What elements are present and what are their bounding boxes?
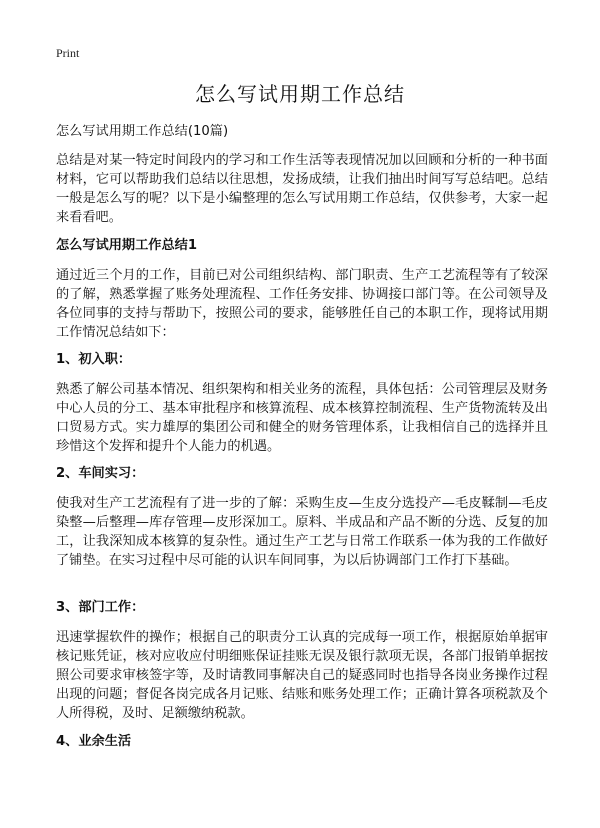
item4-heading: 4、业余生活: [56, 734, 132, 749]
item2-paragraph: 使我对生产工艺流程有了进一步的了解：采购生皮—生皮分选投产—毛皮鞣制—毛皮染整—后整理—库存管理—皮形深加工。原料、半成品和产品不断的分选、反复的加工，让我深知成本核算的复杂性。通过生产工艺与日常工作联系一体为我的工作做好了铺垫。在实习过程中尽可能的认识车间同事，为以后协调部门工作打下基础。: [56, 496, 548, 568]
document-subtitle: 怎么写试用期工作总结(10篇): [56, 124, 229, 139]
item1-heading: 1、初入职：: [56, 352, 132, 367]
item3-heading: 3、部门工作：: [56, 600, 145, 615]
section1-heading: 怎么写试用期工作总结1: [56, 238, 198, 253]
item1-paragraph: 熟悉了解公司基本情况、组织架构和相关业务的流程，具体包括：公司管理层及财务中心人员的分工、基本审批程序和核算流程、成本核算控制流程、生产货物流转及出口贸易方式。实力雄厚的集团公司和健全的财务管理体系，让我相信自己的选择并且珍惜这个发挥和提升个人能力的机遇。: [56, 382, 548, 454]
intro-paragraph: 总结是对某一特定时间段内的学习和工作生活等表现情况加以回顾和分析的一种书面材料，它可以帮助我们总结以往思想，发扬成绩，让我们抽出时间写写总结吧。总结一般是怎么写的呢？以下是小编整理的怎么写试用期工作总结，仅供参考，大家一起来看看吧。: [56, 153, 548, 225]
page-title: 怎么写试用期工作总结: [195, 82, 405, 106]
item3-paragraph: 迅速掌握软件的操作；根据自己的职责分工认真的完成每一项工作，根据原始单据审核记账凭证，核对应收应付明细账保证挂账无误及银行款项无误，各部门报销单据按照公司要求审核签字等，及时请教同事解决自己的疑惑同时也指导各岗业务操作过程出现的问题；督促各岗完成各月记账、结账和账务处理工作；正确计算各项税款及个人所得税，及时、足额缴纳税款。: [56, 630, 548, 721]
print-label[interactable]: Print: [56, 46, 80, 60]
item2-heading: 2、车间实习：: [56, 466, 145, 481]
section1-intro-paragraph: 通过近三个月的工作，目前已对公司组织结构、部门职责、生产工艺流程等有了较深的了解，熟悉掌握了账务处理流程、工作任务安排、协调接口部门等。在公司领导及各位同事的支持与帮助下，按照公司的要求，能够胜任自己的本职工作，现将试用期工作情况总结如下：: [56, 268, 548, 340]
